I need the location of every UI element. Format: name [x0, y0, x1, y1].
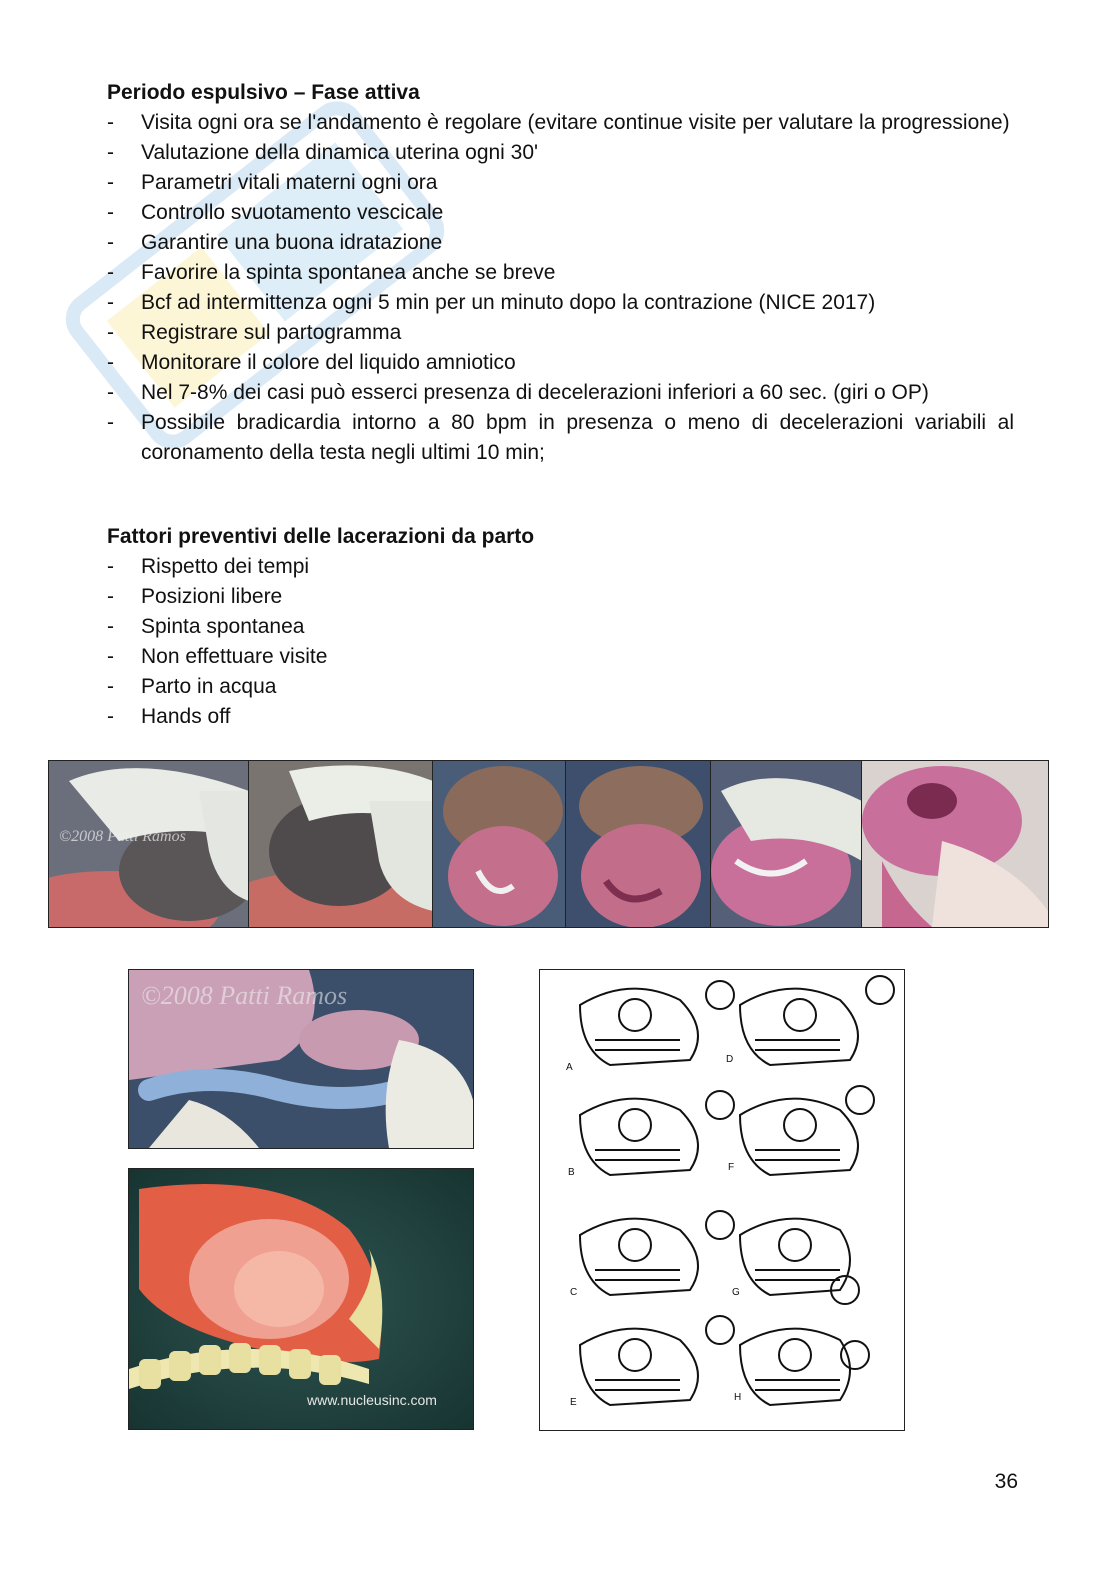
list-item: - Non effettuare visite — [107, 642, 1014, 672]
list-item: - Valutazione della dinamica uterina ogni 30' — [107, 138, 1014, 168]
bullet-list — [107, 552, 1014, 732]
diagram-label: E — [570, 1397, 577, 1408]
list-item: - Posizioni libere — [107, 582, 1014, 612]
diagram-label: D — [726, 1054, 734, 1065]
birth-photo-3 — [432, 760, 567, 928]
photo-credit-text: ©2008 Patti Ramos — [59, 828, 186, 845]
list-item: - Favorire la spinta spontanea anche se breve — [107, 258, 1014, 288]
umbilical-cord-photo — [128, 969, 474, 1149]
anatomy-illustration — [128, 1168, 474, 1430]
birth-stages-diagram — [539, 969, 905, 1431]
list-item: - Controllo svuotamento vescicale — [107, 198, 1014, 228]
photo-credit-text: ©2008 Patti Ramos — [141, 981, 348, 1010]
birth-photo-4 — [565, 760, 712, 928]
bullet-list — [107, 108, 1014, 468]
list-item: - Bcf ad intermittenza ogni 5 min per un minuto dopo la contrazione (NICE 2017) — [107, 288, 1014, 318]
list-item: - Spinta spontanea — [107, 612, 1014, 642]
list-item: - Monitorare il colore del liquido amniotico — [107, 348, 1014, 378]
section-fattori-preventivi — [107, 522, 1014, 732]
page-number: 36 — [994, 1470, 1018, 1493]
diagram-label: G — [732, 1287, 740, 1298]
birth-photo-6 — [861, 760, 1049, 928]
list-item: - Visita ogni ora se l'andamento è regolare (evitare continue visite per valutare la progressione) — [107, 108, 1014, 138]
diagram-label: F — [728, 1162, 735, 1173]
section-title: Periodo espulsivo – Fase attiva — [107, 81, 420, 104]
diagram-label: H — [734, 1392, 742, 1403]
list-item: - Parto in acqua — [107, 672, 1014, 702]
birth-photo-1 — [48, 760, 250, 928]
list-item: - Hands off — [107, 702, 1014, 732]
list-item: - Parametri vitali materni ogni ora — [107, 168, 1014, 198]
diagram-label: B — [568, 1167, 575, 1178]
birth-photo-5 — [710, 760, 863, 928]
list-item: - Garantire una buona idratazione — [107, 228, 1014, 258]
anatomy-credit-text: www.nucleusinc.com — [307, 1392, 437, 1408]
diagram-label: A — [566, 1062, 573, 1073]
section-periodo-espulsivo — [107, 78, 1014, 468]
diagram-label: C — [570, 1287, 578, 1298]
list-item: - Rispetto dei tempi — [107, 552, 1014, 582]
section-title: Fattori preventivi delle lacerazioni da parto — [107, 525, 535, 548]
birth-photo-2 — [248, 760, 434, 928]
list-item: - Nel 7-8% dei casi può esserci presenza di decelerazioni inferiori a 60 sec. (giri o OP) — [107, 378, 1014, 408]
list-item: - Registrare sul partogramma — [107, 318, 1014, 348]
list-item: - Possibile bradicardia intorno a 80 bpm in presenza o meno di decelerazioni variabili al coronamento della testa negli ultimi 10 min; — [107, 408, 1014, 468]
